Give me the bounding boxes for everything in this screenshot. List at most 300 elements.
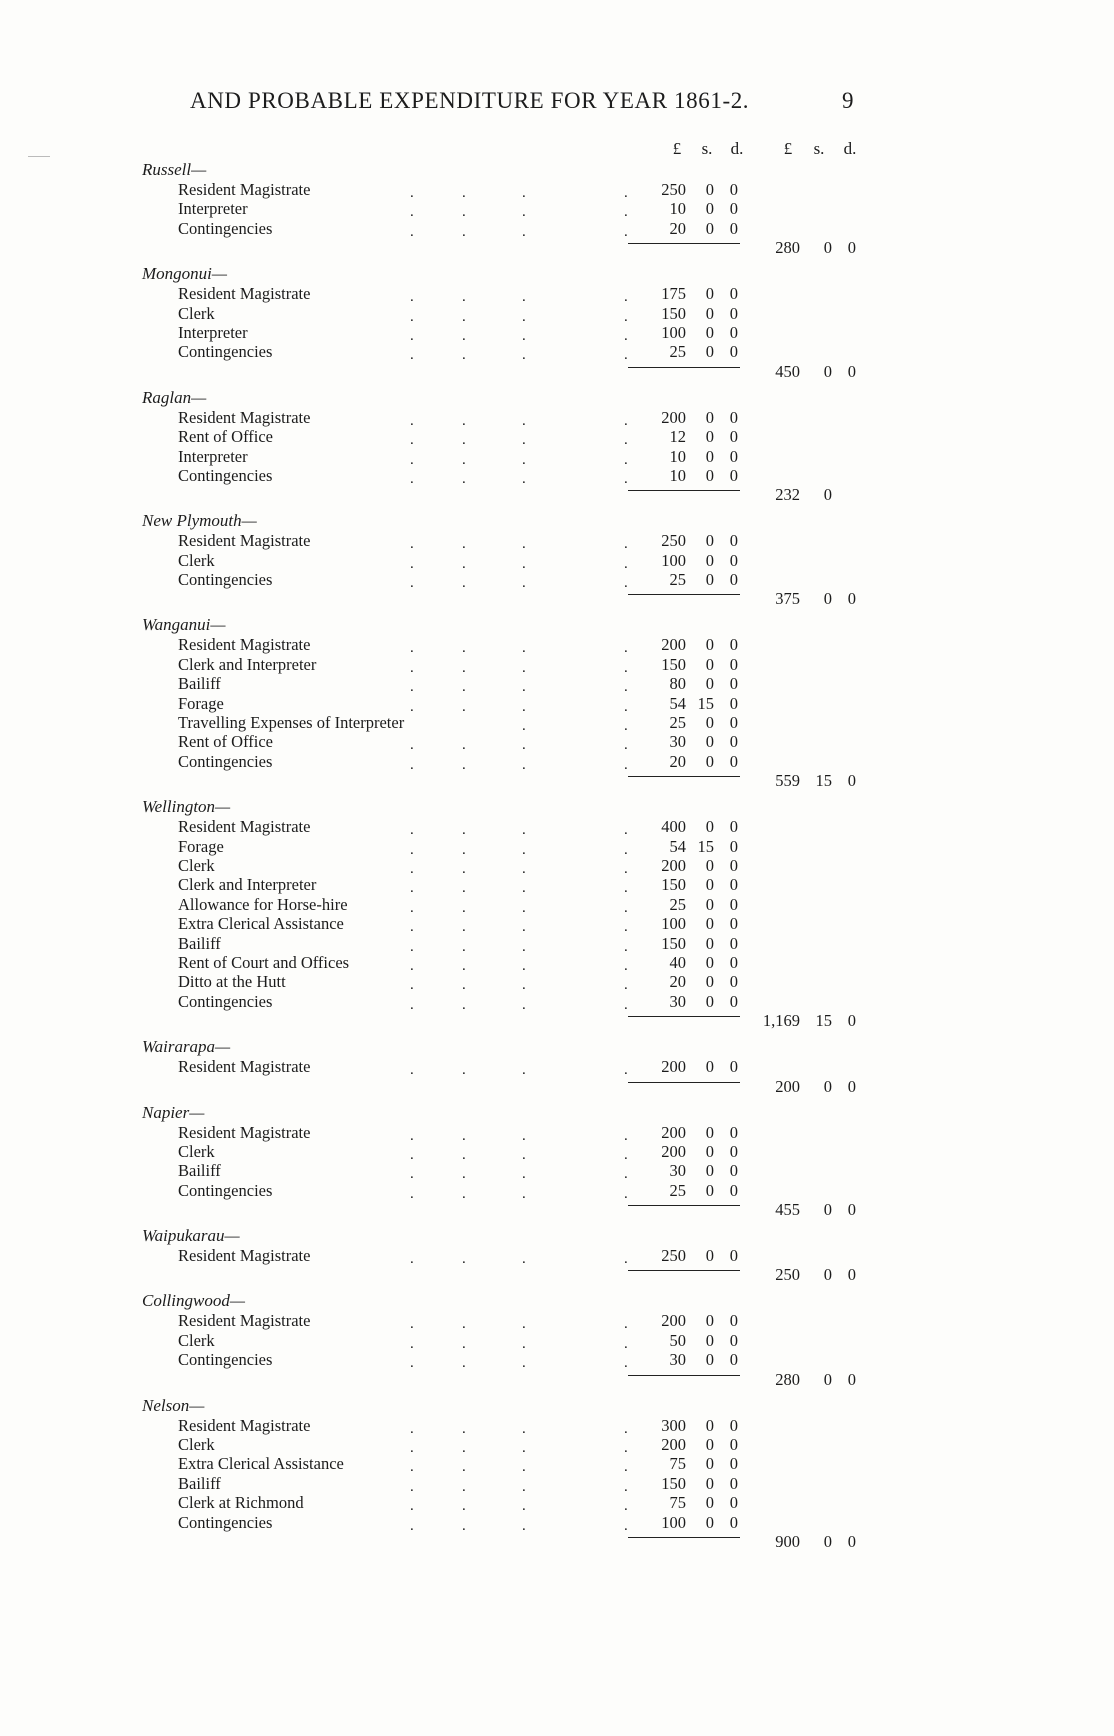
leader-dot: .: [410, 1420, 414, 1437]
amount-shillings: 0: [705, 531, 714, 551]
leader-dot: .: [410, 1062, 414, 1079]
leader-dots: [0, 732, 1114, 754]
leader-dot: .: [522, 996, 526, 1013]
line-item: [0, 732, 1114, 754]
amount-pence: 0: [729, 1435, 738, 1455]
leader-dot: .: [410, 1459, 414, 1476]
leader-dot: .: [522, 977, 526, 994]
total-pence: 0: [847, 589, 856, 609]
amount-pounds: 30: [669, 1161, 686, 1181]
leader-dots: [0, 1474, 1114, 1493]
leader-dot: .: [410, 1185, 414, 1202]
line-item-label: Rent of Court and Offices: [178, 952, 350, 972]
leader-dot: .: [410, 1127, 414, 1144]
expenditure-section: [0, 1291, 1114, 1389]
total-pence: 0: [847, 1076, 856, 1096]
line-item-label: Resident Magistrate: [178, 635, 311, 655]
amount-pounds: 50: [669, 1330, 686, 1350]
leader-dot: .: [624, 718, 628, 735]
leader-dot: .: [410, 536, 414, 553]
amount-pounds: 150: [661, 933, 686, 953]
line-item-label: Contingencies: [178, 218, 273, 238]
amount-pounds: 250: [661, 180, 686, 199]
section-title: Wairarapa—: [142, 1037, 231, 1057]
section-title: Collingwood—: [142, 1291, 245, 1311]
leader-dot: .: [522, 822, 526, 839]
leader-dot: .: [462, 919, 466, 936]
amount-pence: 0: [729, 1415, 738, 1435]
amount-shillings: 0: [705, 465, 714, 485]
line-item-label: Bailiff: [178, 1473, 221, 1493]
leader-dot: .: [410, 223, 414, 240]
leader-dot: .: [522, 938, 526, 955]
leader-dot: .: [410, 1146, 414, 1163]
section-total: [0, 1532, 1114, 1552]
amount-pounds: 200: [661, 1122, 686, 1142]
amount-pounds: 10: [669, 465, 686, 485]
leader-dot: .: [522, 223, 526, 240]
section-total: [0, 1265, 1114, 1285]
amount-shillings: 0: [705, 952, 714, 972]
amount-pence: 0: [729, 914, 738, 934]
amount-shillings: 0: [705, 1512, 714, 1532]
leader-dot: .: [462, 957, 466, 974]
leader-dot: .: [462, 1498, 466, 1515]
line-item-label: Allowance for Horse-hire: [178, 894, 348, 914]
leader-dot: .: [522, 308, 526, 325]
line-item-label: Resident Magistrate: [178, 1122, 311, 1142]
line-item: [0, 447, 1114, 466]
section-total: [0, 1200, 1114, 1220]
leader-dot: .: [522, 289, 526, 306]
amount-shillings: 0: [705, 751, 714, 771]
amount-shillings: 15: [697, 693, 714, 713]
amount-shillings: 0: [705, 654, 714, 674]
amount-pence: 0: [729, 322, 738, 342]
leader-dot: .: [522, 575, 526, 592]
leader-dots: [0, 304, 1114, 323]
leader-dot: .: [410, 860, 414, 877]
section-total: [0, 1011, 1114, 1031]
amount-pounds: 100: [661, 322, 686, 342]
leader-dot: .: [624, 1478, 628, 1495]
expenditure-section: [0, 1396, 1114, 1552]
leader-dots: [0, 1057, 1114, 1079]
leader-dot: .: [624, 1316, 628, 1333]
amount-shillings: 0: [705, 1141, 714, 1161]
leader-dot: .: [522, 1062, 526, 1079]
amount-pounds: 10: [669, 446, 686, 466]
section-title: Nelson—: [142, 1395, 205, 1415]
leader-dot: .: [410, 432, 414, 449]
leader-dot: .: [522, 451, 526, 468]
leader-dots: [0, 1181, 1114, 1200]
line-item: [0, 1142, 1114, 1161]
leader-dot: .: [522, 1355, 526, 1372]
line-item: [0, 1161, 1114, 1183]
leader-dots: [0, 1513, 1114, 1532]
leader-dots: [0, 694, 1114, 713]
leader-dot: .: [410, 1166, 414, 1183]
amount-shillings: 0: [705, 1330, 714, 1350]
amount-pounds: 150: [661, 654, 686, 674]
amount-pounds: 25: [669, 713, 686, 733]
line-item: [0, 1474, 1114, 1493]
amount-pence: 0: [729, 1141, 738, 1161]
amount-pounds: 20: [669, 218, 686, 238]
total-pence: 0: [847, 361, 856, 381]
leader-dot: .: [522, 432, 526, 449]
leader-dot: .: [624, 451, 628, 468]
leader-dot: .: [624, 1498, 628, 1515]
leader-dot: .: [522, 1316, 526, 1333]
line-item-label: Resident Magistrate: [178, 407, 311, 427]
leader-dot: .: [462, 737, 466, 754]
leader-dots: [0, 551, 1114, 570]
amount-shillings: 0: [705, 1122, 714, 1142]
leader-dot: .: [624, 1517, 628, 1534]
leader-dots: [0, 934, 1114, 953]
leader-dot: .: [410, 822, 414, 839]
leader-dots: [0, 875, 1114, 897]
leader-dot: .: [410, 1316, 414, 1333]
leader-dot: .: [624, 899, 628, 916]
amount-pence: 0: [729, 284, 738, 304]
line-item-label: Clerk: [178, 1435, 215, 1455]
amount-pounds: 300: [661, 1415, 686, 1435]
leader-dot: .: [462, 1335, 466, 1352]
line-item: [0, 837, 1114, 856]
line-item-label: Resident Magistrate: [178, 1246, 311, 1266]
leader-dot: .: [522, 470, 526, 487]
leader-dots: [0, 953, 1114, 972]
line-item: [0, 972, 1114, 994]
line-item: [0, 752, 1114, 771]
total-pence: 0: [847, 1369, 856, 1389]
line-item: [0, 219, 1114, 238]
amount-pounds: 400: [661, 817, 686, 837]
leader-dot: .: [410, 880, 414, 897]
expenditure-section: [0, 1037, 1114, 1096]
leader-dot: .: [522, 737, 526, 754]
leader-dots: [0, 1331, 1114, 1350]
section-total: [0, 1077, 1114, 1097]
expenditure-section: [0, 388, 1114, 506]
line-item-label: Interpreter: [178, 199, 248, 219]
amount-pounds: 75: [669, 1493, 686, 1513]
amount-pence: 0: [729, 713, 738, 733]
leader-dot: .: [462, 659, 466, 676]
amount-pence: 0: [729, 1512, 738, 1532]
section-title: New Plymouth—: [142, 511, 257, 531]
leader-dot: .: [410, 347, 414, 364]
line-item-label: Extra Clerical Assistance: [178, 1454, 344, 1474]
leader-dot: .: [522, 1420, 526, 1437]
amount-pence: 0: [729, 1350, 738, 1370]
leader-dot: .: [462, 555, 466, 572]
column-header-total-pence: d.: [843, 139, 857, 158]
line-item: [0, 323, 1114, 342]
leader-dot: .: [624, 185, 628, 201]
leader-dots: [0, 1142, 1114, 1161]
leader-dot: .: [522, 204, 526, 221]
leader-dot: .: [522, 1517, 526, 1534]
leader-dot: .: [410, 841, 414, 858]
amount-pence: 0: [729, 933, 738, 953]
leader-dot: .: [410, 698, 414, 715]
line-item-label: Ditto at the Hutt: [178, 972, 286, 992]
amount-pounds: 10: [669, 199, 686, 219]
amount-shillings: 15: [697, 836, 714, 856]
leader-dot: .: [522, 1251, 526, 1268]
leader-dot: .: [462, 327, 466, 344]
leader-dot: .: [462, 1517, 466, 1534]
total-pounds: 455: [775, 1200, 800, 1220]
amount-pence: 0: [729, 1454, 738, 1474]
leader-dot: .: [522, 185, 526, 201]
leader-dots: [0, 1454, 1114, 1476]
amount-pounds: 250: [661, 1246, 686, 1266]
leader-dot: .: [522, 957, 526, 974]
amount-shillings: 0: [705, 972, 714, 992]
line-item-label: Contingencies: [178, 465, 273, 485]
leader-dot: .: [410, 679, 414, 696]
line-item-label: Interpreter: [178, 322, 248, 342]
total-pounds: 450: [775, 361, 800, 381]
line-item: [0, 408, 1114, 427]
leader-dot: .: [624, 1420, 628, 1437]
line-item: [0, 674, 1114, 696]
line-item-label: Interpreter: [178, 446, 248, 466]
amount-pence: 0: [729, 465, 738, 485]
amount-pounds: 100: [661, 914, 686, 934]
leader-dot: .: [462, 204, 466, 221]
line-item-label: Contingencies: [178, 342, 273, 362]
section-title: Raglan—: [142, 387, 207, 407]
leader-dot: .: [410, 659, 414, 676]
total-pence: 0: [847, 1265, 856, 1285]
amount-shillings: 0: [705, 1350, 714, 1370]
leader-dot: .: [462, 432, 466, 449]
amount-shillings: 0: [705, 1435, 714, 1455]
leader-dot: .: [624, 308, 628, 325]
leader-dot: .: [522, 919, 526, 936]
line-item-label: Bailiff: [178, 674, 221, 694]
line-item: [0, 1435, 1114, 1457]
amount-pounds: 150: [661, 303, 686, 323]
leader-dot: .: [624, 1335, 628, 1352]
line-item: [0, 635, 1114, 657]
total-pounds: 280: [775, 238, 800, 258]
line-item-label: Rent of Office: [178, 732, 273, 752]
total-pounds: 232: [775, 485, 800, 505]
leader-dot: .: [410, 451, 414, 468]
leader-dot: .: [462, 412, 466, 429]
leader-dot: .: [522, 841, 526, 858]
amount-shillings: 0: [705, 322, 714, 342]
leader-dots: [0, 674, 1114, 696]
amount-shillings: 0: [705, 1057, 714, 1077]
amount-shillings: 0: [705, 855, 714, 875]
leader-dot: .: [410, 957, 414, 974]
amount-pence: 0: [729, 991, 738, 1011]
amount-pounds: 54: [669, 836, 686, 856]
leader-dot: .: [522, 1478, 526, 1495]
amount-pence: 0: [729, 972, 738, 992]
leader-dot: .: [462, 185, 466, 201]
leader-dot: .: [410, 977, 414, 994]
line-item: [0, 655, 1114, 674]
section-title: Wellington—: [142, 797, 231, 817]
section-total: [0, 771, 1114, 791]
line-item: [0, 1416, 1114, 1435]
leader-dot: .: [462, 223, 466, 240]
amount-pence: 0: [729, 1330, 738, 1350]
leader-dot: .: [624, 1146, 628, 1163]
leader-dot: .: [410, 1517, 414, 1534]
amount-pounds: 30: [669, 991, 686, 1011]
amount-pence: 0: [729, 199, 738, 219]
leader-dot: .: [624, 204, 628, 221]
total-shillings: 0: [823, 361, 832, 381]
amount-pence: 0: [729, 446, 738, 466]
leader-dots: [0, 531, 1114, 553]
leader-dot: .: [522, 880, 526, 897]
line-item: [0, 817, 1114, 839]
line-item-label: Contingencies: [178, 570, 273, 590]
amount-shillings: 0: [705, 570, 714, 590]
line-item: [0, 992, 1114, 1011]
expenditure-section: [0, 160, 1114, 258]
line-item: [0, 304, 1114, 323]
line-item-label: Resident Magistrate: [178, 1057, 311, 1077]
line-item-label: Contingencies: [178, 751, 273, 771]
line-item-label: Extra Clerical Assistance: [178, 914, 344, 934]
amount-pounds: 12: [669, 427, 686, 447]
column-header-shillings: s.: [701, 139, 713, 158]
leader-dots: [0, 837, 1114, 856]
amount-pounds: 54: [669, 693, 686, 713]
page-title: AND PROBABLE EXPENDITURE FOR YEAR 1861-2.: [190, 88, 750, 113]
leader-dots: [0, 655, 1114, 674]
leader-dot: .: [624, 1355, 628, 1372]
leader-dot: .: [624, 698, 628, 715]
line-item: [0, 466, 1114, 485]
leader-dot: .: [522, 1185, 526, 1202]
leader-dot: .: [624, 575, 628, 592]
line-item-label: Contingencies: [178, 1512, 273, 1532]
amount-pounds: 150: [661, 1473, 686, 1493]
amount-pounds: 80: [669, 674, 686, 694]
total-pounds: 900: [775, 1531, 800, 1551]
total-pounds: 200: [775, 1076, 800, 1096]
leader-dot: .: [624, 1185, 628, 1202]
leader-dot: .: [624, 679, 628, 696]
amount-shillings: 0: [705, 1180, 714, 1200]
total-shillings: 0: [823, 1076, 832, 1096]
amount-pounds: 250: [661, 531, 686, 551]
amount-shillings: 0: [705, 427, 714, 447]
leader-dot: .: [624, 347, 628, 364]
leader-dot: .: [462, 841, 466, 858]
leader-dot: .: [522, 718, 526, 735]
expenditure-section: [0, 1226, 1114, 1285]
amount-pence: 0: [729, 1311, 738, 1331]
amount-pounds: 200: [661, 1141, 686, 1161]
section-title: Wanganui—: [142, 615, 226, 635]
line-item-label: Clerk: [178, 855, 215, 875]
line-item-label: Forage: [178, 836, 224, 856]
leader-dot: .: [522, 555, 526, 572]
total-pounds: 559: [775, 771, 800, 791]
line-item-label: Bailiff: [178, 933, 221, 953]
amount-pence: 0: [729, 531, 738, 551]
amount-shillings: 0: [705, 218, 714, 238]
line-item: [0, 551, 1114, 570]
amount-pence: 0: [729, 218, 738, 238]
amount-shillings: 0: [705, 446, 714, 466]
total-shillings: 0: [823, 1265, 832, 1285]
leader-dot: .: [462, 996, 466, 1013]
amount-pence: 0: [729, 1161, 738, 1181]
line-item: [0, 199, 1114, 221]
leader-dot: .: [410, 308, 414, 325]
leader-dot: .: [410, 1335, 414, 1352]
line-item: [0, 1493, 1114, 1515]
line-item-label: Rent of Office: [178, 427, 273, 447]
leader-dot: .: [462, 308, 466, 325]
leader-dots: [0, 972, 1114, 994]
line-item: [0, 934, 1114, 953]
column-header-pence: d.: [730, 139, 744, 158]
amount-pence: 0: [729, 550, 738, 570]
amount-pence: 0: [729, 817, 738, 837]
line-item: [0, 1331, 1114, 1350]
total-pence: 0: [847, 1200, 856, 1220]
leader-dots: [0, 1416, 1114, 1435]
amount-pounds: 25: [669, 1180, 686, 1200]
leader-dot: .: [462, 640, 466, 657]
line-item-label: Contingencies: [178, 991, 273, 1011]
total-pounds: 375: [775, 589, 800, 609]
leader-dot: .: [624, 977, 628, 994]
amount-pounds: 25: [669, 342, 686, 362]
amount-pounds: 200: [661, 407, 686, 427]
leader-dot: .: [624, 919, 628, 936]
amount-pence: 0: [729, 1057, 738, 1077]
leader-dot: .: [410, 919, 414, 936]
amount-pounds: 20: [669, 751, 686, 771]
amount-pounds: 30: [669, 1350, 686, 1370]
amount-pence: 0: [729, 407, 738, 427]
line-item: [0, 342, 1114, 364]
line-item: [0, 856, 1114, 875]
amount-pounds: 200: [661, 855, 686, 875]
total-pence: 0: [847, 1531, 856, 1551]
leader-dots: [0, 752, 1114, 771]
leader-dots: [0, 635, 1114, 657]
leader-dot: .: [462, 451, 466, 468]
leader-dot: .: [410, 1355, 414, 1372]
amount-shillings: 0: [705, 1493, 714, 1513]
total-pounds: 250: [775, 1265, 800, 1285]
leader-dots: [0, 180, 1114, 199]
leader-dot: .: [410, 575, 414, 592]
leader-dot: .: [462, 575, 466, 592]
leader-dot: .: [624, 1251, 628, 1268]
amount-pounds: 75: [669, 1454, 686, 1474]
line-item-label: Clerk: [178, 303, 215, 323]
